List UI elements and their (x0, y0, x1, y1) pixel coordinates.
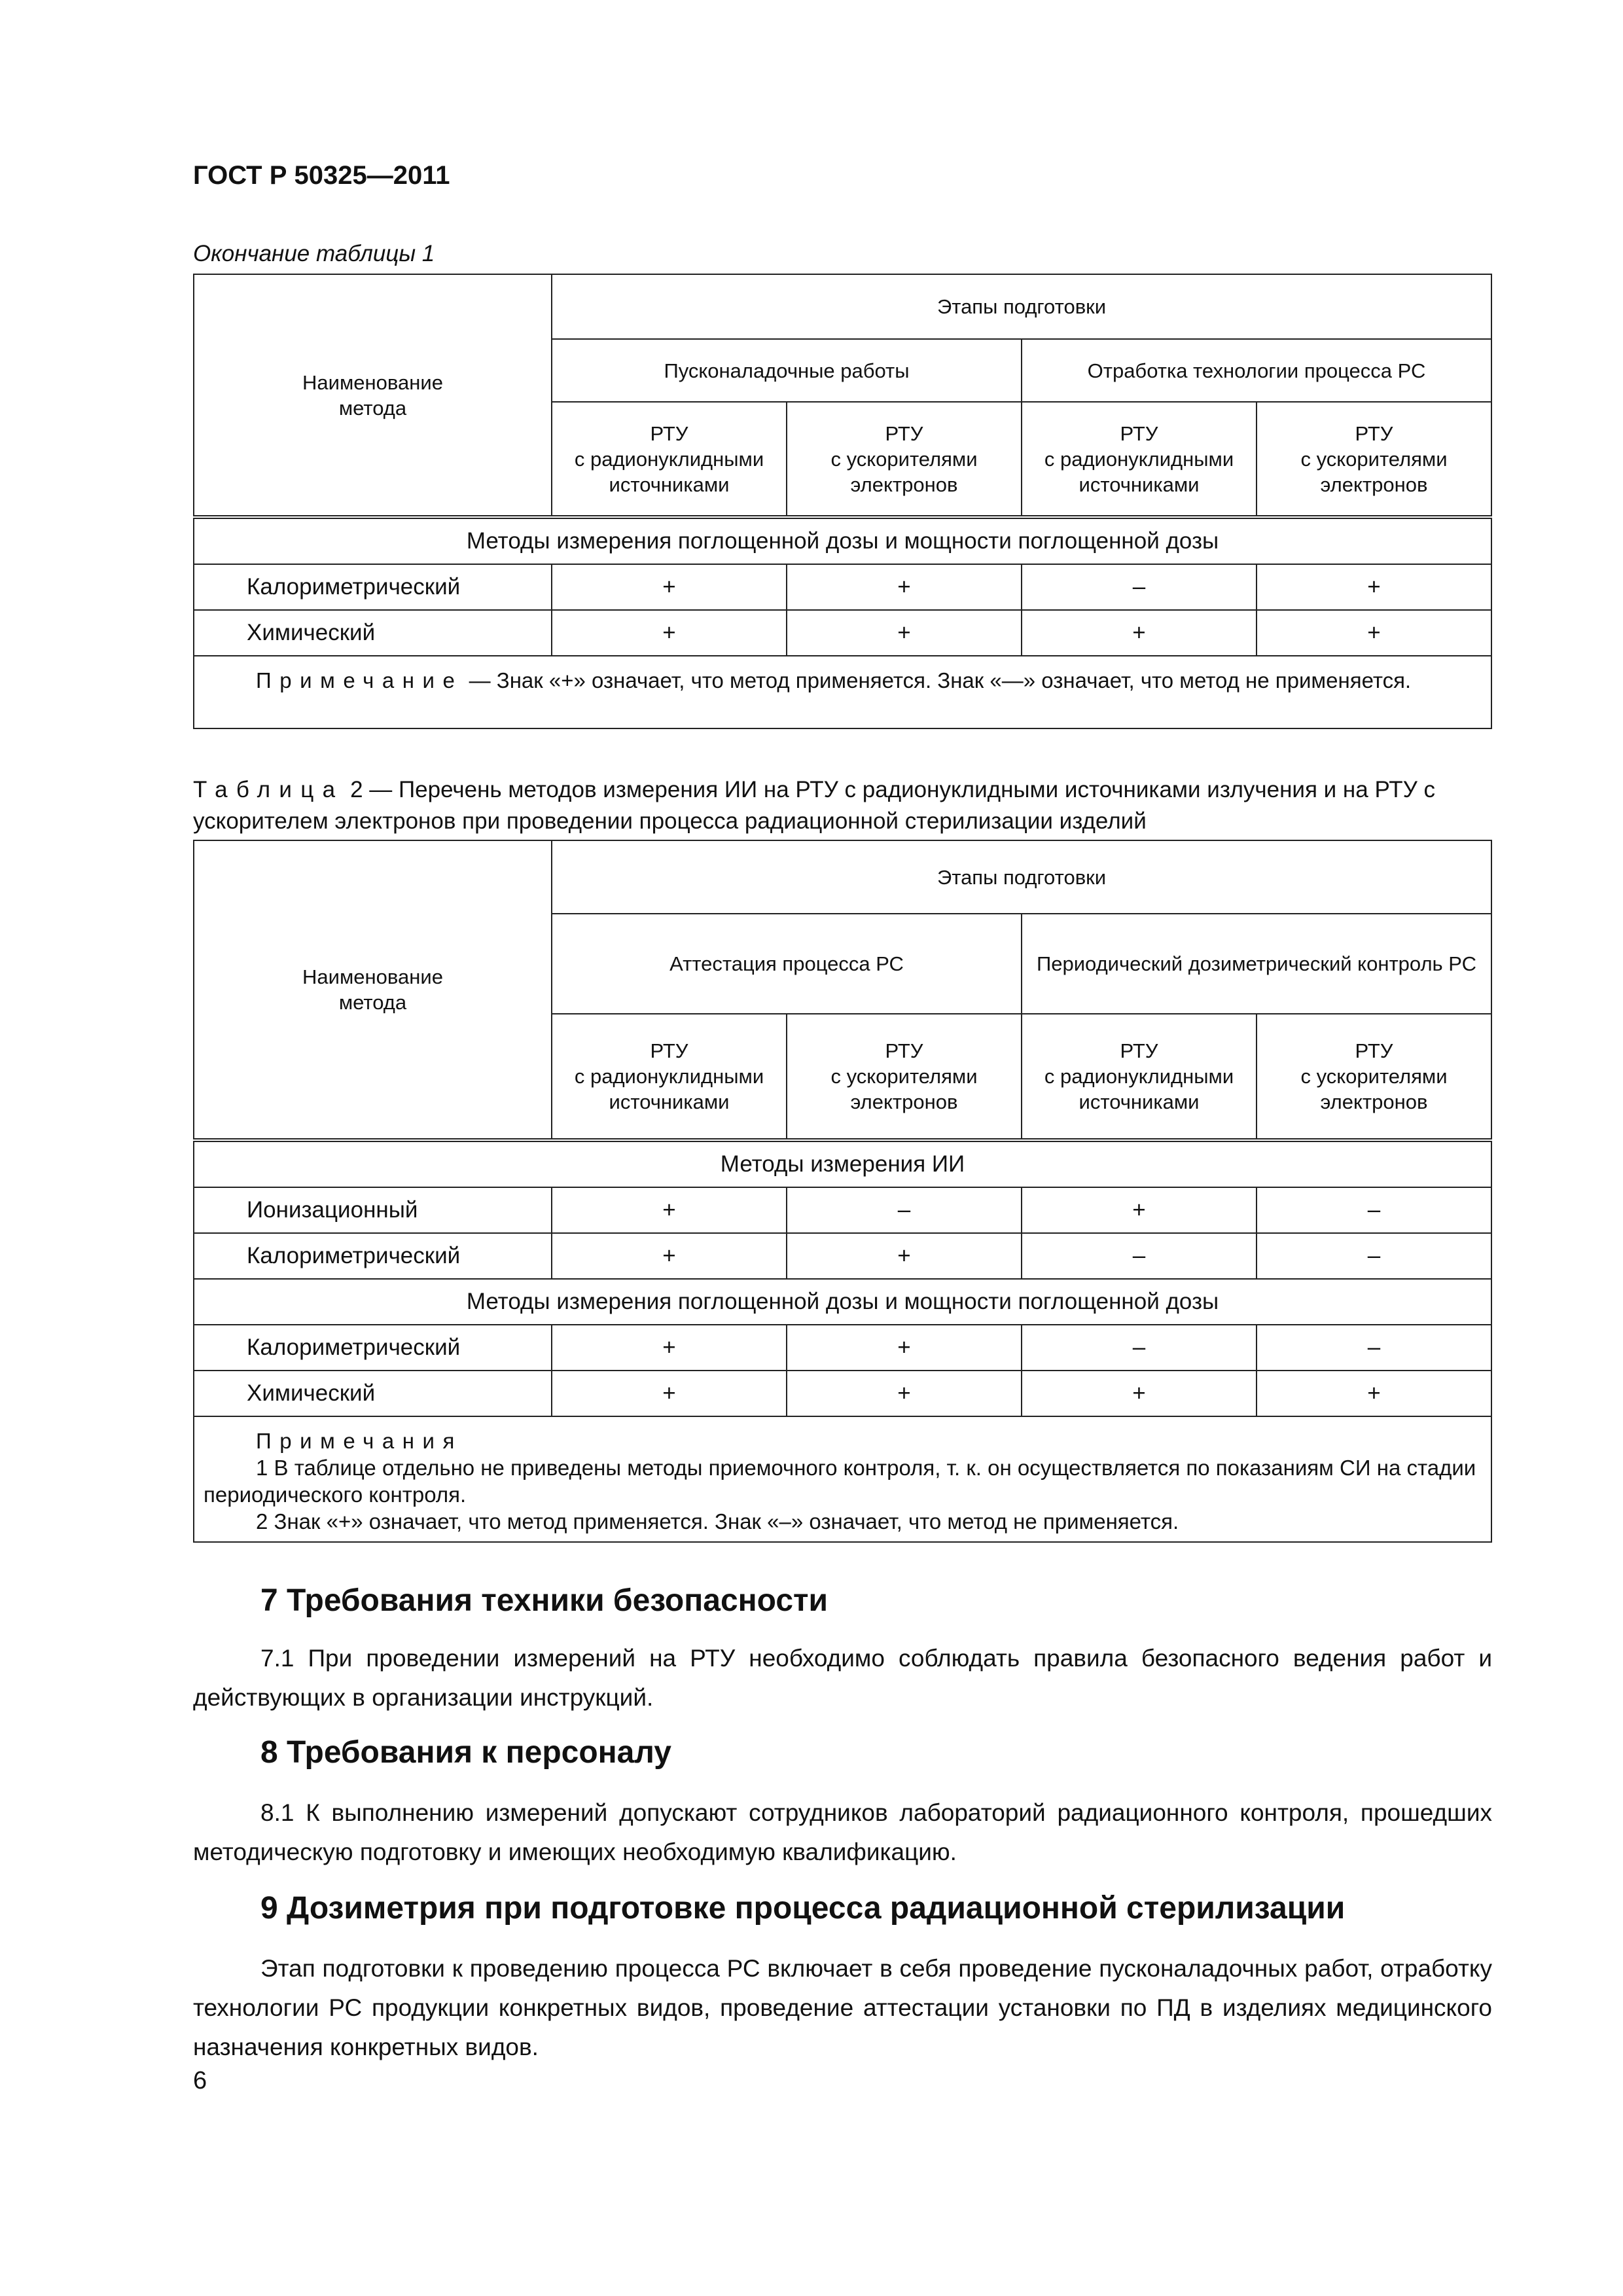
cell-value: + (552, 610, 787, 656)
cell-value: – (1257, 1325, 1491, 1371)
table1-group-dose-methods: Методы измерения поглощенной дозы и мощности поглощенной дозы (194, 517, 1491, 564)
table2-method-header: Наименование метода (194, 840, 552, 1140)
cell-value: + (552, 1187, 787, 1233)
table2-stages-header: Этапы подготовки (552, 840, 1491, 914)
cell-value: – (1022, 1325, 1257, 1371)
table2-sub-rtu-accelerator: РТУ с ускорителями электронов (787, 1014, 1022, 1140)
table2-group-ii-methods: Методы измерения ИИ (194, 1140, 1491, 1187)
cell-value: + (1022, 1371, 1257, 1416)
note-2: 2 Знак «+» означает, что метод применяется. Знак «–» означает, что метод не применяется. (256, 1509, 1179, 1534)
document-header: ГОСТ Р 50325—2011 (193, 161, 450, 190)
table2-caption-label: Таблица (193, 777, 344, 802)
cell-value: + (552, 564, 787, 610)
page-number: 6 (193, 2067, 207, 2094)
cell-value: + (787, 1233, 1022, 1279)
section-8-text: 8.1 К выполнению измерений допускают сотрудников лабораторий радиационного контроля, прошедших методическую подготовку и имеющих необходимую квалификацию. (193, 1799, 1492, 1865)
cell-value: – (1022, 564, 1257, 610)
table2-sub-rtu-accelerator: РТУ с ускорителями электронов (1257, 1014, 1491, 1140)
row-method-name: Калориметрический (194, 1325, 552, 1371)
table1-sub-rtu-radionuclide: РТУ с радионуклидными источниками (552, 402, 787, 517)
note-text: — Знак «+» означает, что метод применяется. Знак «—» означает, что метод не применяется. (463, 668, 1412, 692)
table-row (194, 1187, 1491, 1233)
row-method-name: Химический (194, 1371, 552, 1416)
cell-value: – (787, 1187, 1022, 1233)
section-7-title: 7 Требования техники безопасности (260, 1583, 829, 1618)
note-1: 1 В таблице отдельно не приведены методы приемочного контроля, т. к. он осуществляется по показаниям СИ на стадии периодического контроля. (204, 1456, 1476, 1507)
cell-value: + (1257, 564, 1491, 610)
section-7-text: 7.1 При проведении измерений на РТУ необходимо соблюдать правила безопасного ведения работ и действующих в организации инструкций. (193, 1645, 1492, 1711)
table2 (193, 840, 1492, 1543)
table1-sub-rtu-accelerator: РТУ с ускорителями электронов (1257, 402, 1491, 517)
table2-sub-rtu-radionuclide: РТУ с радионуклидными источниками (1022, 1014, 1257, 1140)
table1-stages-header: Этапы подготовки (552, 274, 1491, 339)
cell-value: – (1257, 1187, 1491, 1233)
table-row (194, 1233, 1491, 1279)
table1-sub-rtu-accelerator: РТУ с ускорителями электронов (787, 402, 1022, 517)
table1-stage-b: Отработка технологии процесса РС (1022, 339, 1491, 402)
table1 (193, 274, 1492, 729)
cell-value: – (1022, 1233, 1257, 1279)
cell-value: + (552, 1371, 787, 1416)
cell-value: + (787, 564, 1022, 610)
table-row (194, 1371, 1491, 1416)
row-method-name: Калориметрический (194, 1233, 552, 1279)
cell-value: + (552, 1233, 787, 1279)
table-row (194, 610, 1491, 656)
note-label: Примечание (256, 668, 463, 692)
cell-value: – (1257, 1233, 1491, 1279)
table-row (194, 564, 1491, 610)
table1-sub-rtu-radionuclide: РТУ с радионуклидными источниками (1022, 402, 1257, 517)
table2-caption (193, 774, 1502, 837)
table1-stage-a: Пусконаладочные работы (552, 339, 1022, 402)
row-method-name: Ионизационный (194, 1187, 552, 1233)
table2-stage-a: Аттестация процесса РС (552, 914, 1022, 1014)
table1-method-header: Наименование метода (194, 274, 552, 517)
table1-caption: Окончание таблицы 1 (193, 241, 435, 266)
cell-value: + (787, 1371, 1022, 1416)
cell-value: + (552, 1325, 787, 1371)
cell-value: + (787, 610, 1022, 656)
cell-value: + (1257, 1371, 1491, 1416)
table2-notes (194, 1416, 1491, 1542)
cell-value: + (787, 1325, 1022, 1371)
table1-note (194, 656, 1491, 728)
table2-sub-rtu-radionuclide: РТУ с радионуклидными источниками (552, 1014, 787, 1140)
section-9-title: 9 Дозиметрия при подготовке процесса радиационной стерилизации (260, 1891, 1346, 1926)
table2-caption-text: 2 — Перечень методов измерения ИИ на РТУ с радионуклидными источниками излучения и на РТУ с ускорителем электронов при проведении процесса радиационной стерилизации изделий (193, 777, 1436, 834)
notes-label: Примечания (256, 1429, 463, 1453)
table-row (194, 1325, 1491, 1371)
cell-value: + (1257, 610, 1491, 656)
cell-value: + (1022, 610, 1257, 656)
section-8-title: 8 Требования к персоналу (260, 1735, 671, 1770)
row-method-name: Химический (194, 610, 552, 656)
cell-value: + (1022, 1187, 1257, 1233)
section-9-text: Этап подготовки к проведению процесса РС включает в себя проведение пусконаладочных работ, отработку технологии РС продукции конкретных видов, проведение аттестации установки по ПД в изделиях медицинского назначения конкретных видов. (193, 1955, 1492, 2060)
row-method-name: Калориметрический (194, 564, 552, 610)
table2-group-dose-methods: Методы измерения поглощенной дозы и мощности поглощенной дозы (194, 1279, 1491, 1325)
table2-stage-b: Периодический дозиметрический контроль РС (1022, 914, 1491, 1014)
